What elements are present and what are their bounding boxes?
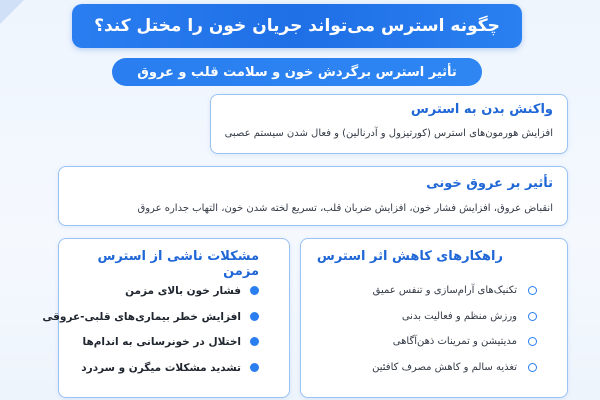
solutions-list bbox=[301, 283, 567, 385]
list-item-text: تغذیه سالم و کاهش مصرف کافئین bbox=[372, 361, 517, 373]
bullet-ring-icon bbox=[528, 312, 537, 321]
vessel-effect-heading: تأثیر بر عروق خونی bbox=[426, 176, 553, 191]
solutions-heading: راهکارهای کاهش اثر استرس bbox=[316, 249, 503, 264]
list-item bbox=[301, 360, 567, 386]
list-item bbox=[301, 283, 567, 309]
vessel-effect-card bbox=[58, 166, 568, 226]
list-item-text: افزایش خطر بیماری‌های قلبی-عروقی bbox=[42, 310, 241, 323]
page-title-text: چگونه استرس می‌تواند جریان خون را مختل کند؟ bbox=[94, 16, 500, 36]
list-item bbox=[42, 309, 289, 335]
body-response-card bbox=[210, 94, 568, 154]
bullet-dot-icon bbox=[250, 363, 259, 372]
list-item bbox=[59, 283, 289, 309]
list-item-text: ورزش منظم و فعالیت بدنی bbox=[401, 310, 517, 322]
bullet-dot-icon bbox=[250, 286, 259, 295]
bullet-dot-icon bbox=[250, 337, 259, 346]
chronic-problems-card bbox=[42, 238, 290, 398]
list-item-text: تکنیک‌های آرام‌سازی و تنفس عمیق bbox=[372, 285, 517, 296]
list-item-text: فشار خون بالای مزمن bbox=[125, 285, 241, 297]
list-item-text: تشدید مشکلات میگرن و سردرد bbox=[81, 361, 241, 374]
list-item bbox=[59, 334, 289, 360]
page-title bbox=[72, 4, 522, 48]
list-item-text: اختلال در خونرسانی به اندام‌ها bbox=[82, 336, 241, 348]
bullet-ring-icon bbox=[528, 286, 537, 295]
body-response-heading: واکنش بدن به استرس bbox=[410, 102, 553, 117]
chronic-problems-list bbox=[42, 283, 289, 385]
page-subtitle-text: تأثیر استرس برگردش خون و سلامت قلب و عروق bbox=[137, 64, 457, 80]
list-item bbox=[301, 334, 567, 360]
corner-decoration-icon bbox=[0, 0, 24, 24]
bullet-ring-icon bbox=[528, 363, 537, 372]
body-response-text: افزایش هورمون‌های استرس (کورتیزول و آدرنالین) و فعال شدن سیستم عصبی bbox=[224, 128, 553, 139]
list-item bbox=[301, 309, 567, 335]
list-item bbox=[59, 360, 289, 386]
bullet-ring-icon bbox=[528, 337, 537, 346]
page-subtitle bbox=[112, 58, 482, 86]
bullet-dot-icon bbox=[250, 312, 259, 321]
list-item-text: مدیتیشن و تمرینات ذهن‌آگاهی bbox=[392, 336, 517, 347]
solutions-card bbox=[300, 238, 568, 398]
vessel-effect-text: انقباض عروق، افزایش فشار خون، افزایش ضربان قلب، تسریع لخته شدن خون، التهاب جداره عروق bbox=[137, 203, 553, 214]
chronic-problems-heading: مشکلات ناشی از استرس مزمن bbox=[97, 249, 259, 279]
